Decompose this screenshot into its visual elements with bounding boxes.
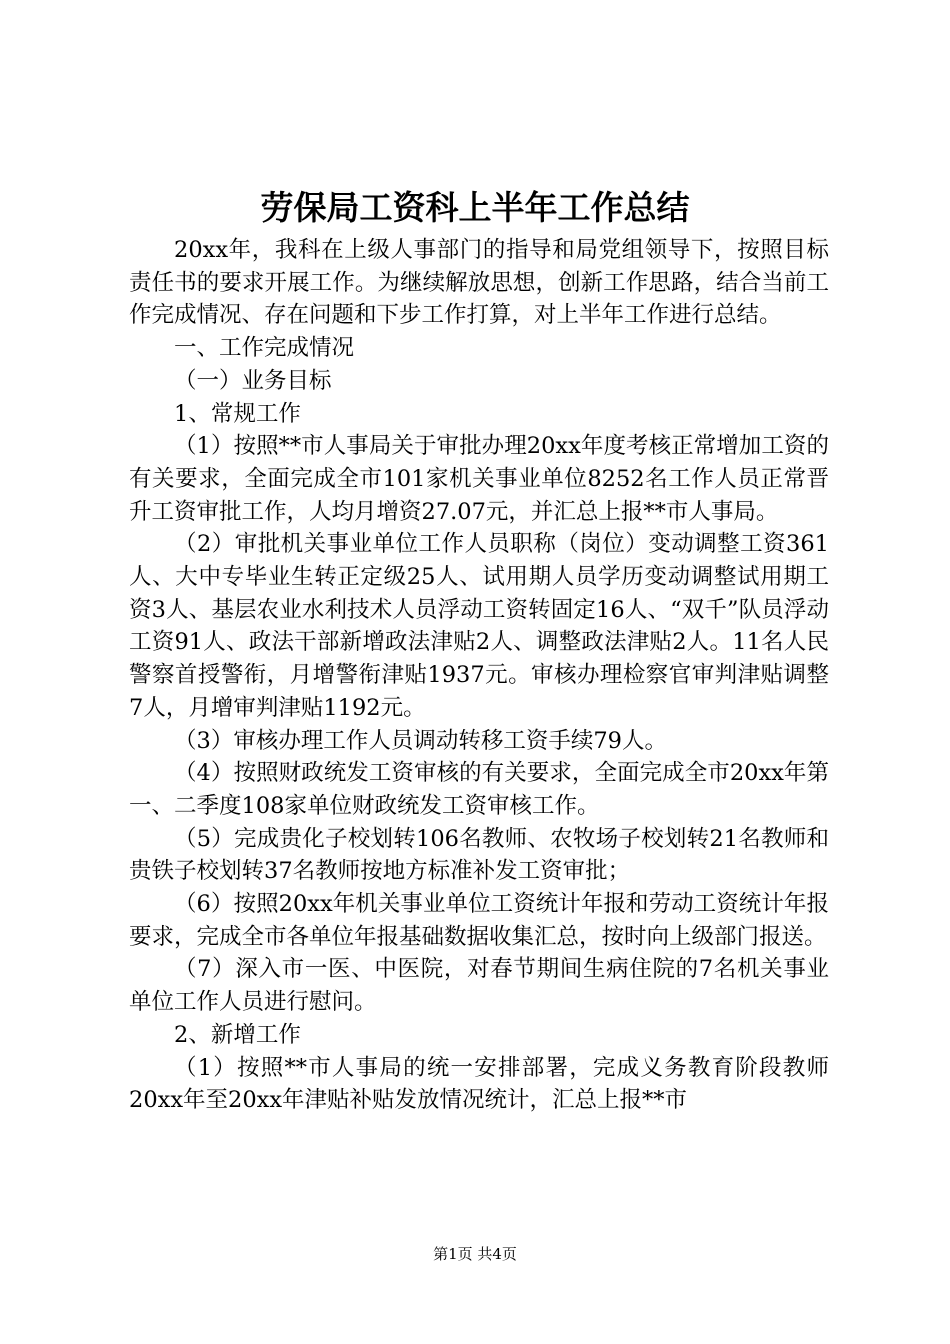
paragraph-item-3: （3）审核办理工作人员调动转移工资手续79人。: [174, 727, 667, 754]
paragraph-item-5: （5）完成贵化子校划转106名教师、农牧场子校划转21名教师和贵铁子校划转37名教师按地方标准补发工资审批；: [129, 825, 829, 885]
heading-routine-work: 1、常规工作: [174, 400, 301, 427]
paragraph-item-4: （4）按照财政统发工资审核的有关要求，全面完成全市20xx年第一、二季度108家单位财政统发工资审核工作。: [129, 760, 829, 819]
paragraph-intro: 20xx年，我科在上级人事部门的指导和局党组领导下，按照目标责任书的要求开展工作。为继续解放思想，创新工作思路，结合当前工作完成情况、存在问题和下步工作打算，对上半年工作进行总结。: [129, 237, 829, 329]
paragraph-item-2: （2）审批机关事业单位工作人员职称（岗位）变动调整工资361人、大中专毕业生转正定级25人、试用期人员学历变动调整试用期工资3人、基层农业水利技术人员浮动工资转固定16人、“双千”队员浮动工资91人、政法干部新增政法津贴2人、调整政法津贴2人。11名人民警察首授警衔，月增警衔津贴1937元。审核办理检察官审判津贴调整7人，月增审判津贴1192元。: [129, 531, 829, 721]
heading-section-1: 一、工作完成情况: [174, 335, 355, 362]
heading-new-work: 2、新增工作: [174, 1021, 301, 1048]
paragraph-item-1: （1）按照**市人事局关于审批办理20xx年度考核正常增加工资的有关要求，全面完成全市101家机关事业单位8252名工作人员正常晋升工资审批工作，人均月增资27.07元，并汇总上报**市人事局。: [129, 433, 829, 525]
page-footer: 第1页 共4页: [433, 1245, 517, 1263]
paragraph-item-6: （6）按照20xx年机关事业单位工资统计年报和劳动工资统计年报要求，完成全市各单位年报基础数据收集汇总，按时向上级部门报送。: [129, 891, 829, 950]
paragraph-new-item-1: （1）按照**市人事局的统一安排部署，完成义务教育阶段教师20xx年至20xx年津贴补贴发放情况统计，汇总上报**市: [129, 1054, 829, 1114]
document-body: [129, 234, 829, 1117]
document-title: 劳保局工资科上半年工作总结: [260, 188, 690, 227]
heading-subsection-1: （一）业务目标: [174, 367, 332, 394]
paragraph-item-7: （7）深入市一医、中医院，对春节期间生病住院的7名机关事业单位工作人员进行慰问。: [129, 956, 829, 1016]
